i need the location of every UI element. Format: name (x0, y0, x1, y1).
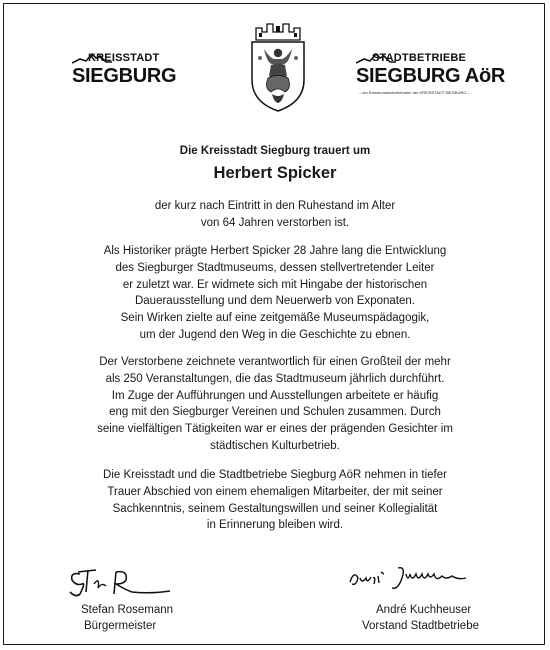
siegburg-coat-of-arms-icon (248, 18, 308, 114)
paragraph-line: Die Kreisstadt und die Stadtbetriebe Siegburg AöR nehmen in tiefer (103, 469, 447, 481)
paragraph-line: Dauerausstellung und dem Neuerwerb von Exponaten. (134, 295, 415, 308)
paragraph-line: in Erinnerung bleiben wird. (206, 519, 344, 532)
signer-right-role: Vorstand Stadtbetriebe (362, 620, 479, 632)
paragraph-line: Als Historiker prägte Herbert Spicker 28 Jahre lang die Entwicklung (103, 245, 447, 257)
paragraph-line: der kurz nach Eintritt in den Ruhestand im Alter (154, 200, 396, 212)
paragraph-line: als 250 Veranstaltungen, die das Stadtmuseum jährlich durchführt. (105, 372, 445, 385)
paragraph-3 (4, 354, 546, 455)
paragraph-line: Trauer Abschied von einem ehemaligen Mitarbeiter, der mit seiner (107, 485, 443, 498)
paragraph-2 (4, 243, 546, 344)
signer-left-role: Bürgermeister (84, 620, 157, 632)
paragraph-1 (4, 198, 546, 232)
paragraph-line: er zuletzt war. Er widmete sich mit Hingabe der historischen (122, 278, 428, 291)
notice-intro: Die Kreisstadt Siegburg trauert um (179, 145, 371, 157)
signature-left-icon (66, 564, 176, 600)
paragraph-line: Sein Wirken zielte auf eine zeitgemäße Museumspädagogik, (120, 312, 430, 325)
logo-right-big-text: SIEGBURG AöR (356, 65, 505, 87)
paragraph-line: seine vielfältigen Tätigkeiten war er eines der prägenden Gesichter im (97, 423, 453, 436)
obituary-notice (3, 3, 545, 645)
signature-right-icon (346, 564, 486, 594)
signer-left-name: Stefan Rosemann (81, 604, 174, 616)
paragraph-line: um der Jugend den Weg in die Geschichte zu ebnen. (139, 328, 411, 341)
paragraph-line: des Siegburger Stadtmuseums, dessen stellvertretender Leiter (115, 261, 435, 274)
logo-left-big-text: SIEGBURG (72, 65, 177, 87)
logo-right-tagline: – ein Kommunalunternehmen der KREISSTADT SIEGBURG – (359, 90, 470, 95)
logo-left-small-text: KREISSTADT (88, 52, 160, 64)
paragraph-line: Sachkenntnis, seinem Gestaltungswillen und seiner Kollegialität (112, 502, 438, 515)
paragraph-line: eng mit den Siegburger Vereinen und Schulen zusammen. Durch (109, 406, 441, 419)
paragraph-4 (4, 467, 546, 534)
paragraph-line: Im Zuge der Aufführungen und Ausstellungen arbeitete er häufig (111, 389, 439, 402)
logo-right-small-text: STADTBETRIEBE (372, 52, 467, 64)
paragraph-line: städtischen Kulturbetrieb. (210, 439, 340, 452)
paragraph-line: von 64 Jahren verstorben ist. (200, 216, 350, 229)
signer-right-name: André Kuchheuser (376, 604, 472, 616)
deceased-name: Herbert Spicker (213, 164, 337, 182)
paragraph-line: Der Verstorbene zeichnete verantwortlich für einen Großteil der mehr (99, 356, 451, 368)
